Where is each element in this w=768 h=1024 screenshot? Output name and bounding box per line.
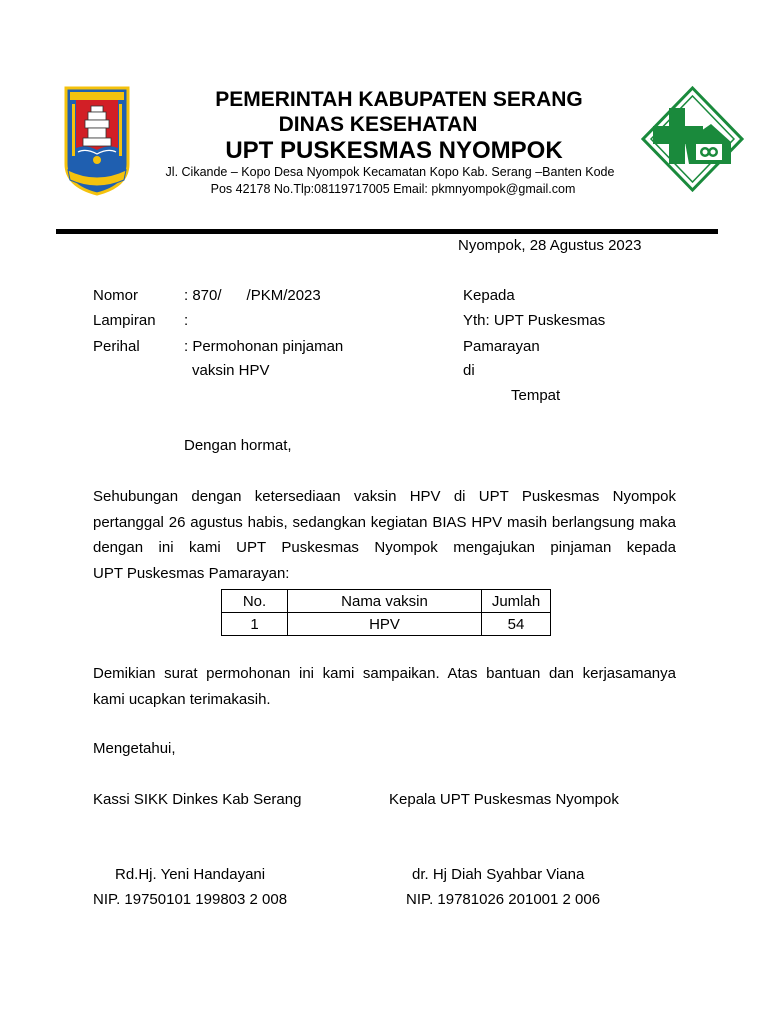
left-signatory-name: Rd.Hj. Yeni Handayani — [115, 866, 266, 883]
table-header-nama-vaksin: Nama vaksin — [288, 590, 482, 613]
closing-paragraph-text: Demikian surat permohonan ini kami sampaikan. Atas bantuan dan kerjasamanya — [93, 665, 676, 682]
letterhead-government: PEMERINTAH KABUPATEN SERANG — [215, 88, 583, 111]
right-signatory-nip: NIP. 19781026 201001 2 006 — [406, 891, 601, 908]
lampiran-label: Lampiran — [93, 312, 156, 329]
nomor-value: : 870/ /PKM/2023 — [184, 287, 321, 304]
table-cell-nama-vaksin: HPV — [288, 613, 482, 636]
letterhead-institution: UPT PUSKESMAS NYOMPOK — [225, 137, 563, 164]
perihal-value-line1: : Permohonan pinjaman — [184, 338, 344, 355]
nomor-label: Nomor — [93, 287, 139, 304]
perihal-value-line2: vaksin HPV — [192, 362, 270, 379]
recipient-line1: Kepada — [463, 287, 515, 304]
table-header-no: No. — [222, 590, 288, 613]
body-paragraph — [93, 484, 676, 586]
greeting: Dengan hormat, — [184, 437, 292, 454]
body-paragraph-text: Sehubungan dengan ketersediaan vaksin HPV di UPT Puskesmas Nyompok pertanggal 26 agustus habis, sedangkan kegiatan BIAS HPV masih berlangsung maka dengan ini kami UPT Puskesmas Nyompok mengajukan pinjaman kepada — [93, 488, 676, 556]
lampiran-value: : — [184, 312, 189, 329]
table-cell-no: 1 — [222, 613, 288, 636]
letterhead-department: DINAS KESEHATAN — [278, 113, 478, 136]
recipient-line2: Yth: UPT Puskesmas — [463, 312, 606, 329]
table-cell-jumlah: 54 — [482, 613, 551, 636]
perihal-label: Perihal — [93, 338, 140, 355]
table-row — [222, 613, 551, 636]
right-signatory-name: dr. Hj Diah Syahbar Viana — [412, 866, 585, 883]
recipient-line5: Tempat — [511, 387, 561, 404]
body-paragraph-last-line: UPT Puskesmas Pamarayan: — [93, 564, 290, 582]
recipient-line4: di — [463, 362, 475, 379]
vaccine-table — [221, 589, 551, 636]
table-header-row — [222, 590, 551, 613]
letterhead-divider — [56, 229, 718, 234]
right-signatory-title: Kepala UPT Puskesmas Nyompok — [389, 791, 619, 808]
left-signatory-nip: NIP. 19750101 199803 2 008 — [93, 891, 288, 908]
letterhead-address-line2: Pos 42178 No.Tlp:08119717005 Email: pkmnyompok@gmail.com — [210, 182, 576, 196]
date-line: Nyompok, 28 Agustus 2023 — [458, 237, 642, 254]
left-signatory-title: Kassi SIKK Dinkes Kab Serang — [93, 791, 302, 808]
letterhead-address-line1: Jl. Cikande – Kopo Desa Nyompok Kecamatan Kopo Kab. Serang –Banten Kode — [165, 165, 615, 179]
mengetahui: Mengetahui, — [93, 740, 176, 757]
closing-paragraph — [93, 661, 676, 712]
closing-paragraph-last-line: kami ucapkan terimakasih. — [93, 690, 271, 708]
recipient-line3: Pamarayan — [463, 338, 540, 355]
table-header-jumlah: Jumlah — [482, 590, 551, 613]
